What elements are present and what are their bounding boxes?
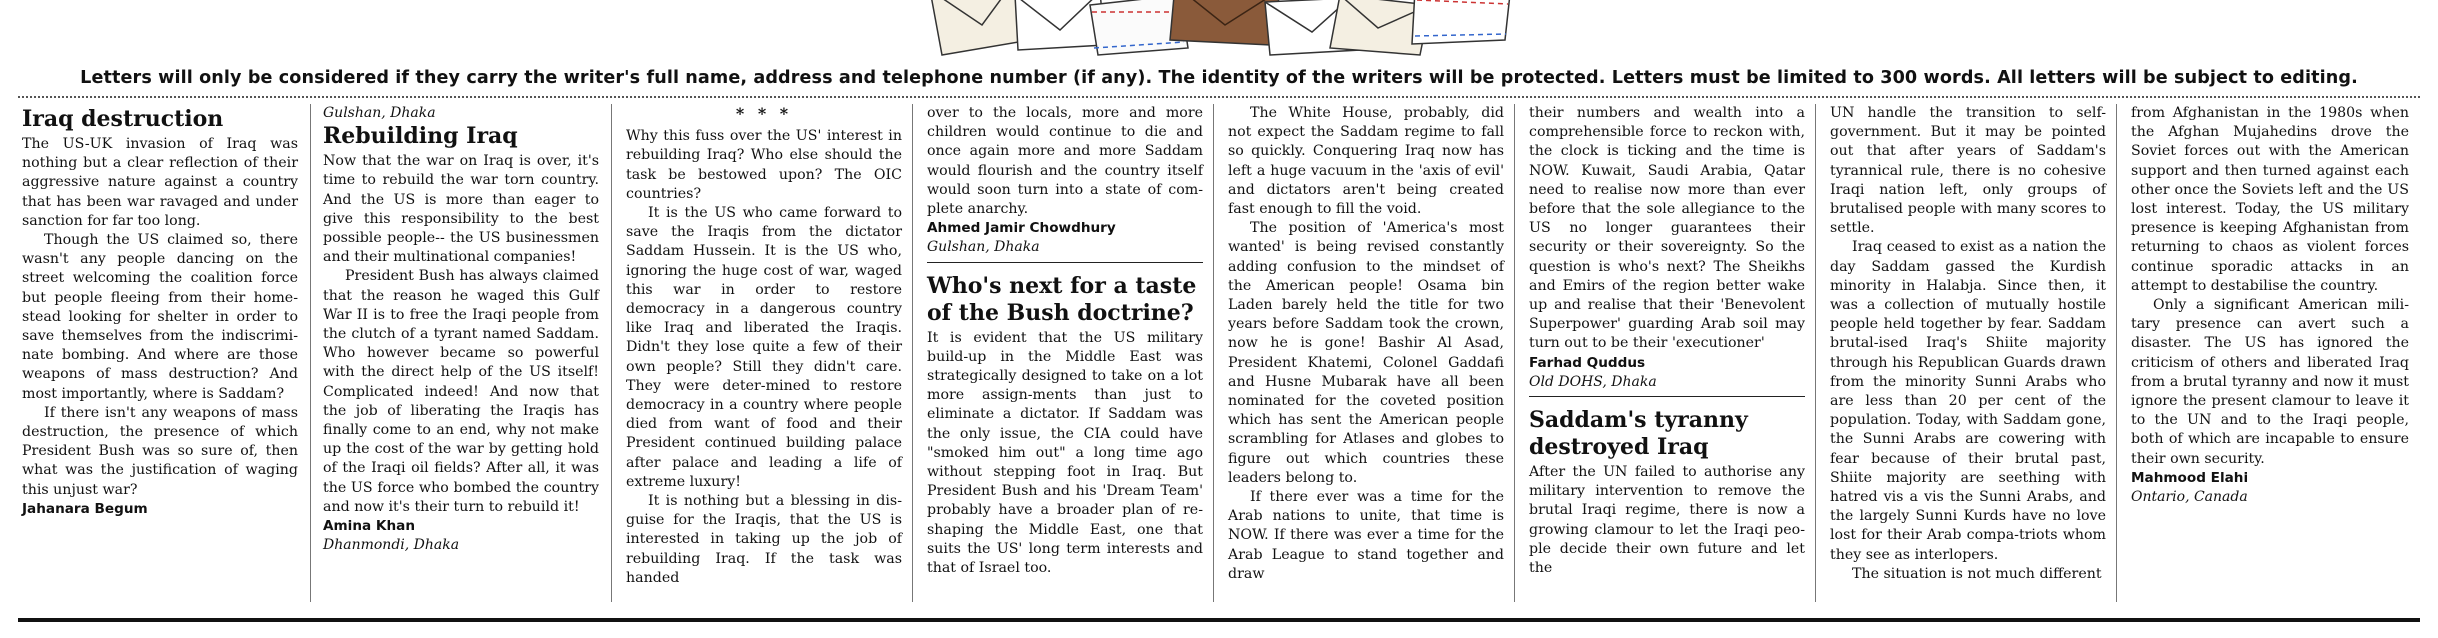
dotted-divider: [18, 96, 2420, 98]
letter-paragraph: their numbers and wealth into a comprehensible force to reckon with, the clock is ticking and the time is NOW. Kuwait, Saudi Arabia, Qatar need to realise now more than ever before that the sole allegiance to the US no longer guarantees their security or their sovereignty. So the question is who's next? The Sheikhs and Emirs of the region better wake up and realise that their 'Benevolent Superpower' guarding Arab soil may turn out to be their 'executioner': [1529, 105, 1805, 352]
column-divider: [611, 104, 612, 602]
letter-paragraph: The situation is not much different: [1852, 565, 2102, 582]
column-divider: [1514, 104, 1515, 602]
letter-title: Who's next for a taste of the Bush doctrine?: [927, 272, 1197, 326]
column-8: [2131, 104, 2409, 507]
column-5: [1228, 104, 1504, 584]
letter-paragraph: It is nothing but a blessing in dis-guise for the Iraqis, that the US is interested in taking up the job of rebuilding Iraq. If the task was handed: [626, 493, 902, 586]
letter-paragraph: over to the locals, more and more children would continue to die and once again more and more Saddam would flourish and the country itself would soon turn into a state of com-plete anarchy.: [927, 105, 1203, 218]
letter-title: Iraq destruction: [22, 106, 224, 132]
letter-location: Gulshan, Dhaka: [323, 105, 436, 121]
letter-paragraph: It is evident that the US military build-up in the Middle East was strategically designed to take on a lot more assign-ments than just to eliminate a dictator. If Saddam was the only issue, the CIA could have "smoked him out" a long time ago without stepping foot in Iraq. But President Bush and his 'Dream Team' probably have a broader plan of re-shaping the Middle East, one that suits the US' long term interests and that of Israel too.: [927, 329, 1203, 577]
letter-title: Saddam's tyranny destroyed Iraq: [1529, 407, 1748, 461]
letter-paragraph: Why this fuss over the US' interest in rebuilding Iraq? Who else should the task be bestowed upon? The OIC countries?: [626, 128, 902, 202]
letter-paragraph: If there ever was a time for the Arab nations to unite, that time is NOW. If there was ever a time for the Arab League to stand together and draw: [1228, 489, 1504, 582]
column-divider: [1213, 104, 1214, 602]
letter-paragraph: President Bush has always claimed that the reason he waged this Gulf War II is to free the Iraqi people from the clutch of a tyrant named Saddam. Who however became so powerful with the direct help of the US itself! Complicated indeed! And now that the job of liberating the Iraqis has finally come to an end, why not make up the cost of the war by getting hold of the Iraqi oil fields? After all, it was the US force who bombed the country and now it's their turn to rebuild it!: [323, 268, 599, 515]
letter-location: Old DOHS, Dhaka: [1529, 373, 1657, 390]
letter-paragraph: Now that the war on Iraq is over, it's time to rebuild the war torn country. And the US is more than eager to give this responsibility to the best possible people-- the US businessmen and their multinational companies!: [323, 153, 599, 266]
letter-location: Ontario, Canada: [2131, 489, 2248, 506]
letter-title: Rebuilding Iraq: [323, 123, 518, 150]
submission-notice: Letters will only be considered if they carry the writer's full name, address and telephone number (if any). The identity of the writers will be protected. Letters must be limited to 300 words. All letters will be subject to editing.: [80, 68, 2358, 88]
letter-signature: Amina Khan: [323, 518, 415, 535]
letter-paragraph: Though the US claimed so, there wasn't any people dancing on the street welcoming the coalition force but people fleeing from their home-stead looking for shelter in order to save themselves from the indiscrimi-nate bombing. And where are those weapons of mass destruction? And most importantly, where is Saddam?: [22, 232, 298, 402]
column-6: [1529, 104, 1805, 578]
letter-paragraph: Iraq ceased to exist as a nation the day Saddam gassed the Kurdish minority in Halabja. Since then, it was a collection of mutually hostile people held together by fear. Saddam brutal-ised Iraq's Shiite majority through his Republican Guards drawn from the minority Sunni Arabs who are less than 20 per cent of the population. Today, with Saddam gone, the Sunni Arabs are cowering with fear because of their brutal past, Shiite majority are seething with hatred vis a vis the Sunni Arabs, and the largely Sunni Kurds have no love lost for their Arab compa-triots whom they see as interlopers.: [1830, 239, 2106, 563]
letter-paragraph: UN handle the transition to self-government. But it may be pointed out that after years of Saddam's tyrannical rule, there is no cohesive Iraqi nation left, only groups of brutalised people with many scores to settle.: [1830, 105, 2106, 237]
letter-separator: [927, 262, 1203, 263]
letter-paragraph: Only a significant American mili-tary presence can avert such a disaster. The US has ignored the criticism of others and liberated Iraq from a brutal tyranny and now it must ignore the present clamour to leave it to the UN and to the Iraqi people, both of which are incapable to ensure their own security.: [2131, 297, 2409, 467]
column-divider: [2116, 104, 2117, 602]
letter-paragraph: from Afghanistan in the 1980s when the Afghan Mujahedins drove the Soviet forces out with the American support and then turned against each other once the Soviets left and the US lost interest. Today, the US military presence is keeping Afghanistan from returning to chaos as violent forces continue sporadic attacks in an attempt to destabilise the country.: [2131, 105, 2409, 294]
letter-paragraph: If there isn't any weapons of mass destruction, the presence of which President Bush was so sure of, then what was the justification of waging this unjust war?: [22, 404, 298, 498]
letter-separator: [1529, 396, 1805, 397]
column-7: [1830, 104, 2106, 584]
envelopes-illustration: [920, 0, 1520, 62]
column-divider: [912, 104, 913, 602]
letter-signature: Jahanara Begum: [22, 500, 148, 517]
column-3: [626, 104, 902, 588]
column-4: [927, 104, 1203, 578]
column-1: [22, 104, 298, 519]
letter-paragraph: The US-UK invasion of Iraq was nothing but a clear reflection of their aggressive nature against a country that has been war ravaged and under sanction for far too long.: [22, 136, 298, 229]
letter-paragraph: It is the US who came forward to save the Iraqis from the dictator Saddam Hussein. It is the US who, ignoring the huge cost of war, waged this war in order to restore democracy in a dangerous country like Iraq and liberated the Iraqis. Didn't they lose quite a few of their own people? Still they didn't care. They were deter-mined to restore democracy in a country where people died from want of food and their President continued building palace after palace and leading a life of extreme luxury!: [626, 205, 902, 490]
letter-paragraph: The White House, probably, did not expect the Saddam regime to fall so quickly. Conquering Iraq now has left a huge vacuum in the 'axis of evil' and dictators aren't being created fast enough to fill the void.: [1228, 105, 1504, 218]
letter-signature: Mahmood Elahi: [2131, 469, 2249, 486]
bottom-rule: [18, 618, 2420, 622]
letter-signature: Farhad Quddus: [1529, 354, 1646, 371]
column-2: [323, 104, 599, 555]
letter-paragraph: After the UN failed to authorise any military intervention to remove the brutal Iraqi regime, there is now a growing clamour to let the Iraqi peo-ple decide their own future and let the: [1529, 464, 1805, 577]
column-divider: [1815, 104, 1816, 602]
letter-location: Gulshan, Dhaka: [927, 239, 1040, 256]
letter-location: Dhanmondi, Dhaka: [323, 537, 460, 554]
column-divider: [310, 104, 311, 602]
section-stars: * * *: [735, 104, 793, 123]
letter-paragraph: The position of 'America's most wanted' is being revised constantly adding confusion to the mindset of the American people! Osama bin Laden barely held the title for two years before Saddam took the crown, now he is gone! Bashir Al Asad, President Khatemi, Colonel Gaddafi and Husne Mubarak have all been nominated for the coveted position which has sent the American people scrambling for Atlases and globes to figure out which countries these leaders belong to.: [1228, 220, 1504, 486]
letter-signature: Ahmed Jamir Chowdhury: [927, 220, 1116, 237]
envelopes-icon: [920, 0, 1520, 62]
